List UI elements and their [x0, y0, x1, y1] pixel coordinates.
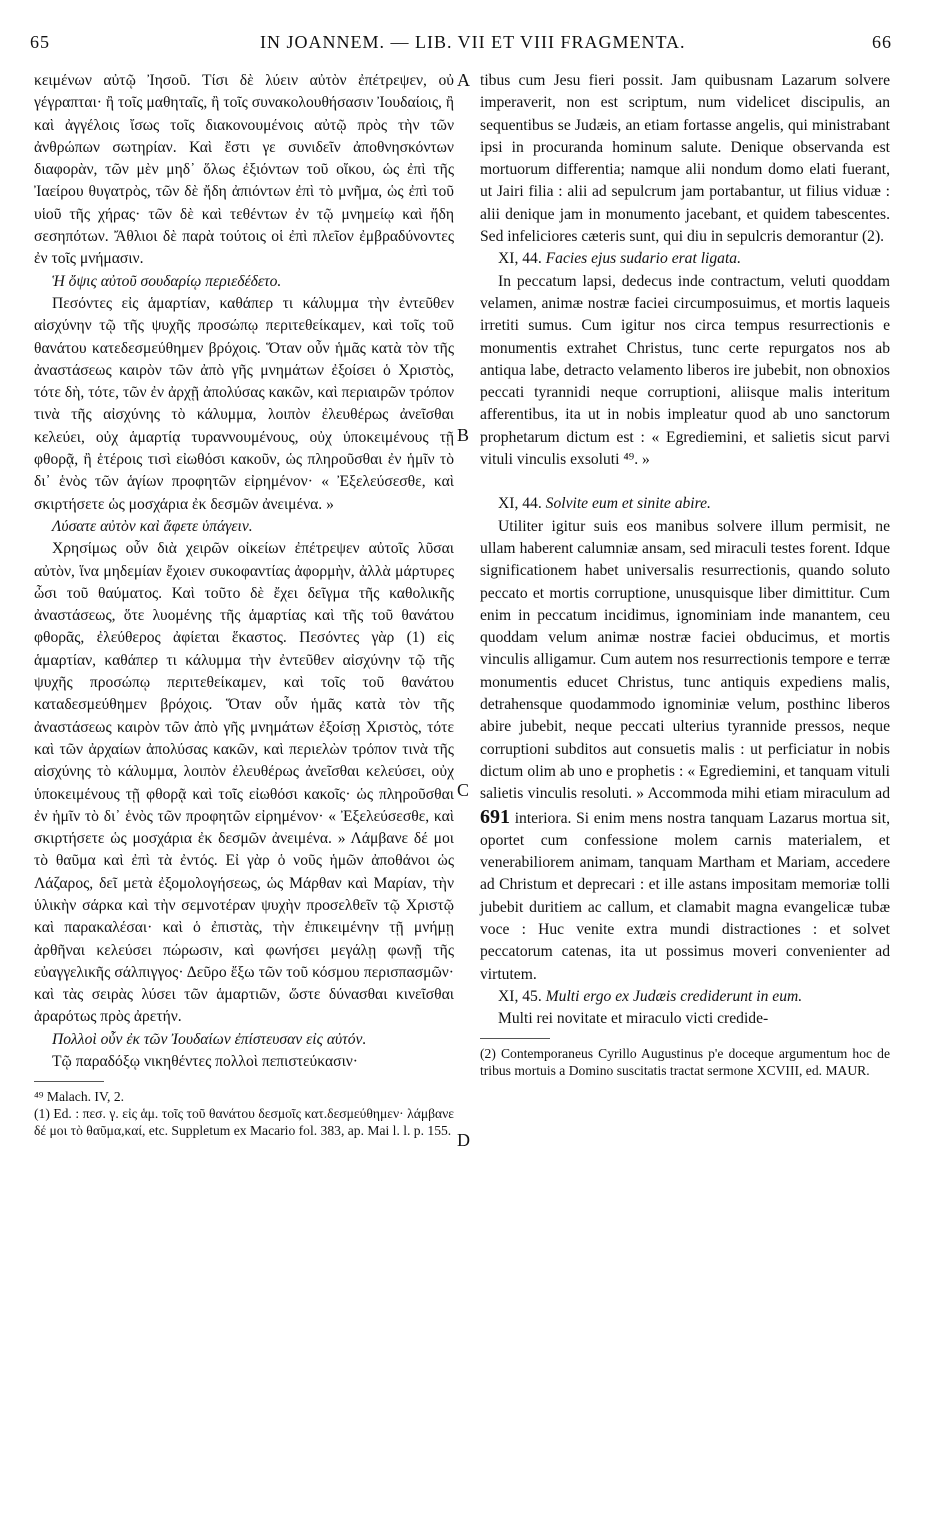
page-header — [30, 32, 892, 58]
greek-column — [34, 70, 454, 1139]
margin-marker-d: D — [457, 1130, 470, 1150]
margin-marker-a: A — [457, 70, 470, 90]
greek-lemma: Λύσατε αὐτὸν καὶ ἄφετε ὑπάγειν. — [52, 517, 253, 535]
footnote-separator — [480, 1038, 550, 1039]
latin-paragraph: tibus cum Jesu fieri possit. Jam quibusnam Lazarum solvere imperaverit, non est scriptum, num videlicet discipulis, an sequentibus se Judæis, an etiam fortasse angelis, qui ministrabant ipsi in procuranda hominum salute. Denique observanda est mortuorum differentia; namque alii nondum domo elati fuerant, ut Jairi filia : alii ad sepulcrum jam portabantur, ut filius viduæ : alii denique jam in monumento jacebant, et quidem tabescentes. Sed infeliciores cæteris sunt, qui diu in sepulcris demorantur (2). — [480, 72, 890, 246]
column-number: 691 — [480, 805, 510, 828]
paragraph-text: Utiliter igitur suis eos manibus solvere illum permisit, ne ullam haberent calumniæ ansam, sed miraculi testes forent. Idque significationem habet universalis resurrectionis, quando soluto peccato et mortis corruptione, unusquisque liber dimittitur. Cum enim in peccatum incidimus, ignominiam inde manantem, ceu quoddam velum animæ nostræ faciei obducimus, et mortis vinculis alligamur. Cum autem nos resurrectionis tempore e terræ monumentis educet Christus, tunc antiquis expediens malis, detrahensque quodammodo ignominiæ velum, posthinc liberos abire jubebit, neque peccati ulterius tyrannide pressos, neque corruptioni subditos aut consuetis malis : ut perficiatur in nobis dictum olim ab uno e prophetis : « Egrediemini, et tanquam vituli salietis vinculis resoluti. » Accommoda mihi etiam miraculum ad — [480, 517, 890, 803]
greek-paragraph: Χρησίμως οὖν διὰ χειρῶν οἰκείων ἐπέτρεψεν αὐτοῖς λῦσαι αὐτὸν, ἵνα μηδεμίαν ἔχοιεν συκοφαντίας ἀφορμὴν, ἀλλὰ μάρτυρες ὦσι τοῦ θαύματος. Καὶ τοῦτο δὲ ἔχει δεῖγμα τῆς καθολικῆς ἀναστάσεως, ὅτε λυομένης τῆς ἁμαρτίας καὶ τῆς τοῦ θανάτου φθορᾶς, ἐλεύθερος ἀφίεται ἕκαστος. Πεσόντες γὰρ (1) εἰς ἁμαρτίαν, καθάπερ τι κάλυμμα τὴν ἐντεῦθεν αἰσχύνην τῷ τῆς ψυχῆς προσώπῳ περιτεθείκαμεν, καὶ τοῖς τοῦ θανάτου καταδεσμεύθημεν βρόχοις. Ὅταν οὖν ἡμᾶς κατὰ τὸν τῆς ἀναστάσεως καιρὸν τῶν ἀπὸ γῆς μνημάτων ἐξοίσῃ Χριστὸς, τότε καὶ τῶν ἀρχαίων ἀπολύσας κακῶν, καὶ περιελὼν τρόπον τινὰ τῆς αἰσχύνης τὸ κάλυμμα, λοιπὸν ἐλευθέρως ἀνεῖσθαι κελεύσει, οὐχ ὑποκειμένους τῇ φθορᾷ καὶ τοῖς εἰωθόσι κακοῖς· ὡς πληροῦσθαι ἐν ἡμῖν τὸ δι᾽ ἑνὸς τῶν προφητῶν εἰρημένον· « Ἐξελεύσεσθε, καὶ σκιρτήσετε ὡς μοσχάρια ἐκ δεσμῶν ἀνειμένα. » Λάμβανε δέ μοι τὸ θαῦμα καὶ ἐπὶ τὰ ἐντός. Εἰ γὰρ ὁ νοῦς ἡμῶν ἀποθάνοι ὡς Λάζαρος, δεῖ μετὰ ἐξομολογήσεως, ὡς Μάρθαν καὶ Μαρίαν, τὴν ὑλικὴν σάρκα καὶ τὴν σεμνοτέραν ψυχὴν προσελθεῖν τῷ Χριστῷ καὶ παρακαλέσαι· καὶ ὁ ἐπιστὰς, τὴν ἐπικειμένην τῇ μνήμῃ ἀρθῆναι κελεύσει πώρωσιν, καὶ φωνήσει μεγάλῃ φωνῇ τῆς εὐαγγελικῆς σάλπιγγος· Δεῦρο ἔξω τῶν τοῦ κόσμου περισπασμῶν· καὶ τὰς σειρὰς λύσει τῶν ἁμαρτιῶν, ὥστε δύνασθαι κινεῖσθαι ἀραρότως πρὸς ἀρετήν. — [34, 540, 454, 1026]
lemma-text: Solvite eum et sinite abire. — [545, 495, 711, 513]
margin-marker-c: C — [457, 780, 470, 800]
lemma-text: Multi ergo ex Judæis crediderunt in eum. — [545, 987, 803, 1005]
footnote-1: (1) Ed. : πεσ. γ. εἰς ἁμ. τοῖς τοῦ θανάτου δεσμοῖς κατ.δεσμεύθημεν· λάμβανε δέ μοι τὸ θαῦμα,καί, etc. Suppletum ex Macario fol. 383, ap. Mai l. l. p. 155. — [34, 1106, 454, 1139]
right-page-number: 66 — [872, 32, 892, 52]
paragraph-text: interiora. Si enim mens nostra tanquam Lazarus mortua sit, oportet cum confessione molem carnis materialem, et venerabiliorem animam, tanquam Martham et Mariam, accedere ad Christum et deprecari : et ille astans impositam memoriæ tolli jubebit duritiem ac callum, et clamabit magna evangelicæ tubæ voce : Huc venite extra mundi distractiones : et solvet peccatorum catenas, ita ut possimus moveri convenienter ad virtutem. — [480, 809, 890, 983]
running-title: IN JOANNEM. — LIB. VII ET VIII FRAGMENTA. — [260, 32, 686, 52]
latin-column — [480, 70, 890, 1079]
greek-lemma: Ἡ ὄψις αὐτοῦ σουδαρίῳ περιεδέδετο. — [52, 272, 282, 290]
greek-lemma: Πολλοὶ οὖν ἐκ τῶν Ἰουδαίων ἐπίστευσαν εἰς αὐτόν. — [52, 1030, 367, 1048]
latin-paragraph: In peccatum lapsi, dedecus inde contractum, veluti quoddam velamen, animæ nostræ faciei circumposuimus, et mortis laqueis irretiti sumus. Cum igitur nos circa tempus resurrectionis e monumentis extrahet Christus, tunc certe repurgatos nos ab antiqua labe, detracto velamento liberos ire jubebit, non obnoxios peccati tyrannidi neque corruptioni, aliisque malis interitum afferentibus, ita ut in nobis impleatur quod ab uno sanctorum prophetarum dictum est : « Egrediemini, et salietis sicut parvi vituli vinculis exsoluti ⁴⁹. » — [480, 272, 890, 469]
lemma-reference: XI, 44. — [498, 495, 542, 513]
greek-paragraph: Πεσόντες εἰς ἁμαρτίαν, καθάπερ τι κάλυμμα τὴν ἐντεῦθεν αἰσχύνην τῷ τῆς ψυχῆς προσώπῳ περιτεθείκαμεν, καὶ τοῖς τοῦ θανάτου κατεδεσμεύθημεν βρόχοις. Ὅταν οὖν ἡμᾶς κατὰ τὸν τῆς ἀναστάσεως καιρὸν τῶν ἀπὸ γῆς μνημάτων ἐξοίσει ὁ Χριστὸς, τότε δὴ, τότε, τῶν ἐν ἀρχῇ ἀπολύσας κακῶν, καὶ περιαιρῶν τρόπον τινὰ τῆς αἰσχύνης τὸ κάλυμμα, λοιπὸν ἐλευθέρως ἀνεῖσθαι κελεύει, οὐχ ἁμαρτίᾳ τυραννουμένους, οὐχ ὑποκειμένους τῇ φθορᾷ, ἢ ἑτέροις τισὶ εἰωθόσι κακοῦν, ὡς πληροῦσθαι ἐν ἡμῖν τὸ δι᾽ ἑνὸς τῶν ἁγίων προφητῶν εἰρημένον· « Ἐξελεύσεσθε, καὶ σκιρτήσετε ὡς μοσχάρια ἐκ δεσμῶν ἀνειμένα. » — [34, 294, 454, 513]
footnote-2: (2) Contemporaneus Cyrillo Augustinus p'e doceque argumentum hoc de tribus mortuis a Domino suscitatis tractat sermone XCVIII, ed. MAUR. — [480, 1046, 890, 1079]
lemma-reference: XI, 44. — [498, 250, 542, 268]
greek-paragraph: Τῷ παραδόξῳ νικηθέντες πολλοὶ πεπιστεύκασιν· — [52, 1053, 359, 1071]
latin-paragraph: Multi rei novitate et miraculo victi credide- — [498, 1010, 769, 1028]
lemma-reference: XI, 45. — [498, 987, 542, 1005]
lemma-text: Facies ejus sudario erat ligata. — [545, 250, 741, 268]
footnote-49: ⁴⁹ Malach. IV, 2. — [34, 1089, 125, 1105]
footnote-separator — [34, 1081, 104, 1082]
latin-paragraph — [480, 516, 890, 986]
margin-marker-b: B — [457, 425, 470, 445]
latin-lemma — [480, 986, 890, 1008]
left-page-number: 65 — [30, 32, 50, 52]
latin-lemma — [480, 493, 890, 515]
greek-paragraph: κειμένων αὐτῷ Ἰησοῦ. Τίσι δὲ λύειν αὐτὸν ἐπέτρεψεν, οὐ γέγραπται· ἢ τοῖς μαθηταῖς, ἢ τοῖς συνακολουθήσασιν Ἰουδαίοις, ἢ καὶ ἀγγέλοις ἴσως τοῖς διακονουμένοις αὐτῷ πρὸς τὴν τῶν ἀνθρώπων σωτηρίαν. Καὶ ἔστι γε συνιδεῖν ἀποθνησκόντων διαφορὰν, τῶν μὲν μηδ᾽ ὅλως ἐξιόντων τοῦ οἴκου, ὡς ἐπὶ τῆς Ἰαείρου θυγατρὸς, τῶν δὲ ἤδη ἀπιόντων ἐπὶ τὸ μνῆμα, ὡς ἐπὶ τοῦ υἱοῦ τῆς χήρας· τῶν δὲ καὶ τεθέντων ἐν τῷ μνημείῳ καὶ ἤδη σεσηπότων. Ἄθλιοι δὲ παρὰ τούτοις οἱ ἐπὶ πλεῖον ἐμβραδύνοντες ἐν τοῖς μνήμασιν. — [34, 72, 454, 268]
latin-lemma — [480, 248, 890, 270]
spacer — [480, 471, 890, 493]
